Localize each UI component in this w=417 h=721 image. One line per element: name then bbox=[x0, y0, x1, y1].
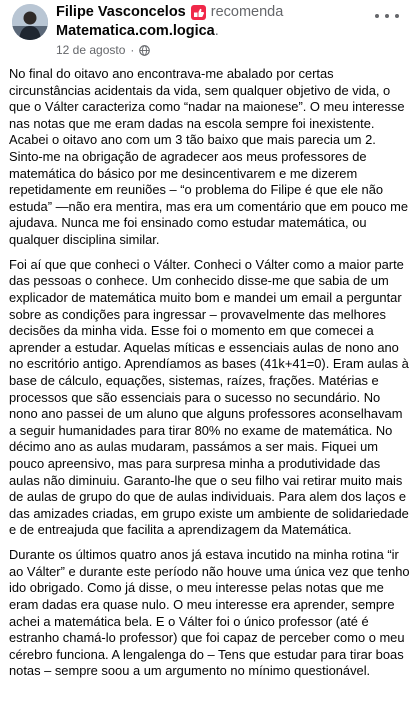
recommended-page-link[interactable]: Matematica.com.logica bbox=[56, 23, 215, 39]
author-avatar[interactable] bbox=[12, 4, 48, 40]
globe-icon bbox=[139, 45, 150, 56]
more-options-icon bbox=[375, 14, 379, 18]
page-suffix: . bbox=[214, 23, 219, 39]
post-paragraph: Foi aí que que conheci o Válter. Conheci o Válter como a maior parte das pessoas o conhece. Um conhecido disse-me que sabia de um explicador de matemática muito bom e mandei um email a perguntar sobre as condições para ingressar – provavelmente das melhores decisões da minha vida. Esse foi o momento em que comecei a aprender a estudar. Aquelas míticas e essenciais aulas de nono ano no escritório antigo. Aprendíamos as bases (41k+41=0). Eram aulas à base de cálculo, equações, sistemas, raízes, frações. Matérias e processos que são essenciais para o sucesso no secundário. No nono ano passei de um aluno que alguns professores aconselhavam a seguir humanidades para tirar 80% no exame de matemática. No décimo ano as aulas mudaram, passámos a ser mais. Fiquei um pouco apreensivo, mas para surpresa minha a produtividade das aulas não diminuiu. Garanto-lhe que o seu filho vai retirar muito mais de aulas de grupo do que de aulas individuais. Para alem dos laços e das amizades criadas, em grupo existe um ambiente de solidariedade e de entreajuda que facilita a aprendizagem da Matemática. bbox=[9, 256, 409, 538]
post-header bbox=[0, 0, 417, 62]
avatar-photo-icon bbox=[12, 4, 48, 40]
meta-separator: · bbox=[130, 43, 135, 57]
post-date[interactable]: 12 de agosto bbox=[56, 43, 126, 57]
post-paragraph: No final do oitavo ano encontrava-me abalado por certas circunstâncias acidentais da vida, sem qualquer objetivo de vida, o que o Válter caracteriza como “nadar na maionese”. O meu interesse nas notas que me eram dadas na escola sempre foi inexistente. Acabei o oitavo ano com um 3 tão baixo que mais parecia um 2. Sinto-me na obrigação de agradecer aos meus professores de matemática do básico por me desincentivarem e me dizerem repetidamente em reuniões – “o problema do Filipe é que ele não estuda” —não era mentira, mas era um comentário que em pouco me ajudava. Nunca me foi ensinado como estudar matemática, ou qualquer disciplina similar. bbox=[9, 66, 409, 247]
action-text: recomenda bbox=[210, 4, 284, 20]
post-paragraph: Durante os últimos quatro anos já estava incutido na minha rotina “ir ao Válter” e durante este período não houve uma única vez que tenho ido obrigado. Como já disse, o meu interesse pelas notas que me eram dadas era quase nulo. O meu interesse era aprender, sempre achei a matemática bela. E o Válter foi o único professor (até é estranho chamá-lo professor) que foi capaz de perceber como o meu cérebro funciona. A lengalenga do – Tens que estudar para tirar boas notas – sempre soou a um argumento no mínimo questionável. bbox=[9, 547, 410, 679]
post-meta bbox=[56, 43, 150, 57]
more-options-button[interactable] bbox=[375, 8, 399, 24]
recommended-page-line bbox=[56, 23, 219, 39]
more-options-dot bbox=[385, 14, 389, 18]
recommend-badge-icon bbox=[191, 5, 206, 20]
post-body bbox=[9, 66, 411, 688]
more-options-dot bbox=[395, 14, 399, 18]
author-line bbox=[56, 4, 283, 20]
author-name[interactable]: Filipe Vasconcelos bbox=[56, 4, 186, 20]
